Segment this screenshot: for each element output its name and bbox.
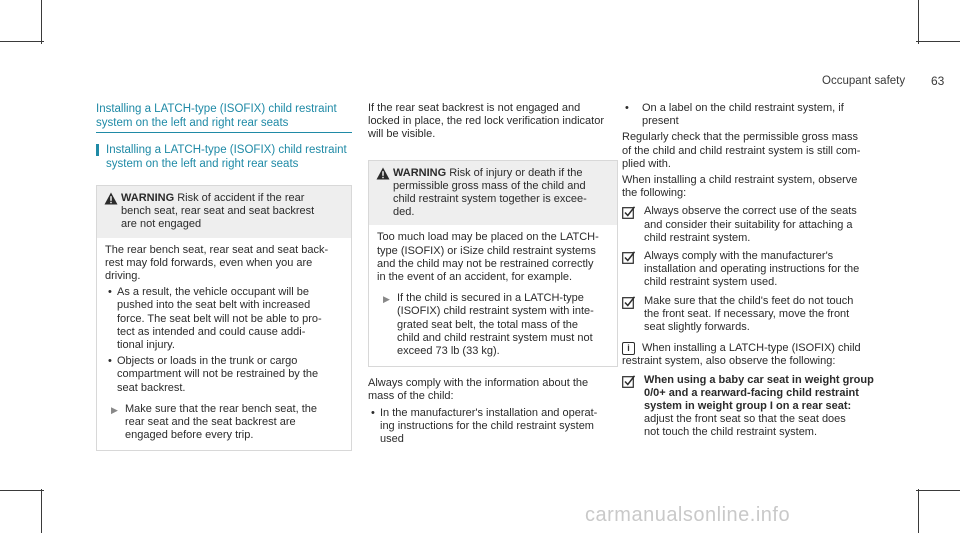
crop-mark [41, 0, 42, 44]
checklist-item [622, 250, 892, 290]
body-line: child restraint system. [644, 231, 751, 244]
body-line: tect as intended and could cause addi- [117, 325, 306, 338]
list-item [105, 286, 343, 352]
body-line: mass of the child: [368, 390, 454, 403]
body-line: adjust the front seat so that the seat does [644, 413, 846, 426]
body-line: Always observe the correct use of the seats [644, 205, 857, 218]
paragraph [622, 174, 892, 200]
body-line: locked in place, the red lock verification indicator [368, 115, 605, 128]
heading-line: Installing a LATCH-type (ISOFIX) child restraint [106, 144, 347, 156]
body-line: restraint system, also observe the following: [622, 355, 836, 368]
left-column [96, 102, 352, 451]
body-line: pushed into the seat belt with increased [117, 299, 311, 312]
crop-mark [0, 490, 44, 491]
page-number: 63 [931, 74, 945, 88]
body-line: Objects or loads in the trunk or cargo [117, 355, 298, 368]
heading-line: system on the left and right rear seats [96, 117, 289, 129]
warning-line: ded. [393, 206, 415, 219]
checklist-item [622, 374, 892, 440]
warning-text: Risk of accident if the rear [174, 192, 305, 204]
body-line: exceed 73 lb (33 kg). [397, 345, 500, 358]
warning-box [96, 185, 352, 451]
body-line: (ISOFIX) child restraint system with inte- [397, 305, 594, 318]
warning-body [369, 225, 617, 366]
checkbox-icon [622, 206, 635, 219]
body-line: plied with. [622, 157, 671, 170]
heading-rule [96, 132, 352, 133]
body-line: Too much load may be placed on the LATCH- [377, 231, 599, 244]
warning-header [97, 186, 351, 238]
body-line: 0/0+ and a rearward-facing child restraint [644, 386, 859, 399]
body-line: will be visible. [368, 128, 436, 141]
body-line: Regularly check that the permissible gross mass [622, 131, 858, 144]
body-line: When using a baby car seat in weight group [644, 373, 874, 386]
checklist-item [622, 205, 892, 245]
body-line: present [642, 115, 679, 128]
list-item [105, 355, 343, 395]
note [622, 342, 892, 355]
warning-text: Risk of injury or death if the [446, 166, 583, 179]
body-line: When installing a child restraint system, observe [622, 174, 858, 187]
heading-marker-icon [96, 144, 99, 156]
crop-mark [916, 490, 960, 491]
watermark: carmanualsonline.info [585, 504, 791, 526]
body-line: If the rear seat backrest is not engaged and [368, 102, 581, 114]
body-line: and the child may not be restrained correctly [377, 257, 594, 270]
middle-column [368, 102, 618, 446]
warning-line: are not engaged [121, 218, 202, 231]
body-line: As a result, the vehicle occupant will be [117, 286, 309, 299]
instruction-step [105, 403, 343, 443]
right-column [622, 102, 892, 440]
bullet-icon: • [108, 286, 112, 299]
instruction-step [377, 292, 609, 358]
paragraph [622, 131, 892, 171]
body-line: seat backrest. [117, 381, 186, 394]
checkbox-icon [622, 375, 635, 388]
body-line: child restraint system used. [644, 276, 778, 289]
heading-line: Installing a LATCH-type (ISOFIX) child restraint [96, 103, 337, 115]
body-line: child and child restraint system must not [397, 331, 593, 344]
body-line: system in weight group I on a rear seat: [644, 400, 852, 413]
warning-line: child restraint system together is excee- [393, 193, 587, 206]
body-line: driving. [105, 270, 141, 283]
body-line: If the child is secured in a LATCH-type [397, 292, 584, 305]
body-line: and consider their suitability for attaching a [644, 218, 853, 231]
body-line: In the manufacturer's installation and operat- [380, 406, 598, 419]
section-title: Occupant safety [822, 75, 906, 87]
body-line: type (ISOFIX) or iSize child restraint systems [377, 244, 596, 257]
body-line: engaged before every trip. [125, 429, 254, 442]
warning-body [97, 238, 351, 451]
arrow-right-icon: ▶ [111, 404, 118, 415]
mass-info [368, 377, 618, 446]
crop-mark [0, 41, 44, 42]
checkbox-icon [622, 251, 635, 264]
warning-line [121, 192, 343, 205]
crop-mark [918, 489, 919, 533]
body-line: rear seat and the seat backrest are [125, 416, 296, 429]
subsection-heading [96, 143, 352, 171]
checkbox-icon [622, 296, 635, 309]
body-line: The rear bench seat, rear seat and seat back- [105, 243, 329, 256]
warning-header [369, 161, 617, 226]
body-line: When installing a LATCH-type (ISOFIX) child [642, 342, 861, 355]
body-line: seat slightly forwards. [644, 321, 750, 334]
body-line: Make sure that the child's feet do not touch [644, 294, 854, 307]
warning-box [368, 160, 618, 368]
body-line: the front seat. If necessary, move the front [644, 307, 850, 320]
body-line: On a label on the child restraint system, if [642, 102, 844, 114]
body-line: Always comply with the information about the [368, 377, 589, 390]
body-line: installation and operating instructions for the [644, 263, 860, 276]
heading-line: system on the left and right rear seats [106, 158, 299, 170]
body-line: the following: [622, 187, 687, 200]
body-line: used [380, 433, 404, 446]
body-line: compartment will not be restrained by the [117, 368, 319, 381]
warning-line: permissible gross mass of the child and [393, 179, 586, 192]
warning-label: WARNING [393, 166, 447, 179]
list-item [368, 407, 618, 447]
warning-triangle-icon [376, 167, 390, 180]
warning-label: WARNING [121, 192, 175, 204]
body-line: force. The seat belt will not be able to pro- [117, 312, 322, 325]
warning-triangle-icon [104, 192, 118, 205]
bullet-icon: • [371, 406, 375, 419]
crop-mark [41, 489, 42, 533]
body-line: ing instructions for the child restraint system [380, 419, 594, 432]
warning-line: bench seat, rear seat and seat backrest [121, 205, 315, 218]
checklist-item [622, 295, 892, 335]
warning-line [393, 167, 609, 180]
arrow-right-icon: ▶ [383, 294, 390, 305]
crop-mark [918, 0, 919, 44]
crop-mark [916, 41, 960, 42]
body-line: not touch the child restraint system. [644, 426, 818, 439]
body-line: Make sure that the rear bench seat, the [125, 402, 318, 415]
bullet-icon: • [625, 102, 629, 114]
body-line: tional injury. [117, 339, 175, 352]
section-heading [96, 102, 352, 130]
list-item [622, 102, 892, 128]
body-line: grated seat belt, the total mass of the [397, 318, 578, 331]
body-line: Always comply with the manufacturer's [644, 250, 834, 263]
bullet-icon: • [108, 355, 112, 368]
info-icon: i [622, 342, 635, 355]
body-line: in the event of an accident, for example. [377, 271, 573, 284]
body-line: of the child and child restraint system is still com- [622, 144, 861, 157]
body-line: rest may fold forwards, even when you are [105, 256, 313, 269]
